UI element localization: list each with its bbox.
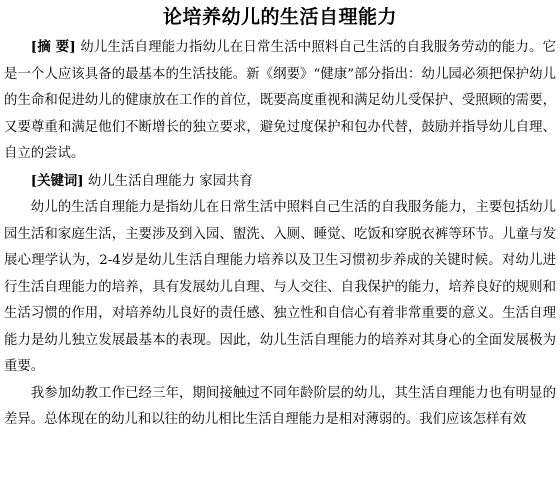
abstract-paragraph [4, 34, 556, 168]
body-paragraph-1: 幼儿的生活自理能力是指幼儿在日常生活中照料自己生活的自我服务能力，主要包括幼儿园生活和家庭生活，主要涉及到入园、盥洗、入厕、睡觉、吃饭和穿脱衣裤等环节。儿童与发展心理学认为，2-4岁是幼儿生活自理能力培养以及卫生习惯初步养成的关键时候。对幼儿进行生活自理能力的培养，具有发展幼儿自理、与人交往、自我保护的能力，培养良好的规则和生活习惯的作用，对培养幼儿良好的责任感、独立性和自信心有着非常重要的意义。生活自理能力是幼儿独立发展最基本的表现。因此，幼儿生活自理能力的培养对其身心的全面发展极为重要。 [4, 200, 556, 374]
keywords-text: 幼儿生活自理能力 家园共育 [83, 173, 253, 189]
body-paragraph-2: 我参加幼教工作已经三年，期间接触过不同年龄阶层的幼儿，其生活自理能力也有明显的差异。总体现在的幼儿和以往的幼儿相比生活自理能力是相对薄弱的。我们应该怎样有效 [4, 385, 556, 427]
abstract-label: [摘 要] [30, 39, 76, 55]
keywords-line [4, 168, 556, 196]
keywords-label: [关键词] [30, 172, 84, 189]
document-page [4, 4, 556, 434]
abstract-text: 幼儿生活自理能力指幼儿在日常生活中照料自己生活的自我服务劳动的能力。它是一个人应该具备的最基本的生活技能。新《纲要》“健康”部分指出：幼儿园必须把保护幼儿的生命和促进幼儿的健康放在工作的首位，既要高度重视和满足幼儿受保护、受照顾的需要，又要尊重和满足他们不断增长的独立要求，避免过度保护和包办代替，鼓励并指导幼儿自理、自立的尝试。 [4, 40, 556, 161]
document-title: 论培养幼儿的生活自理能力 [162, 6, 397, 28]
